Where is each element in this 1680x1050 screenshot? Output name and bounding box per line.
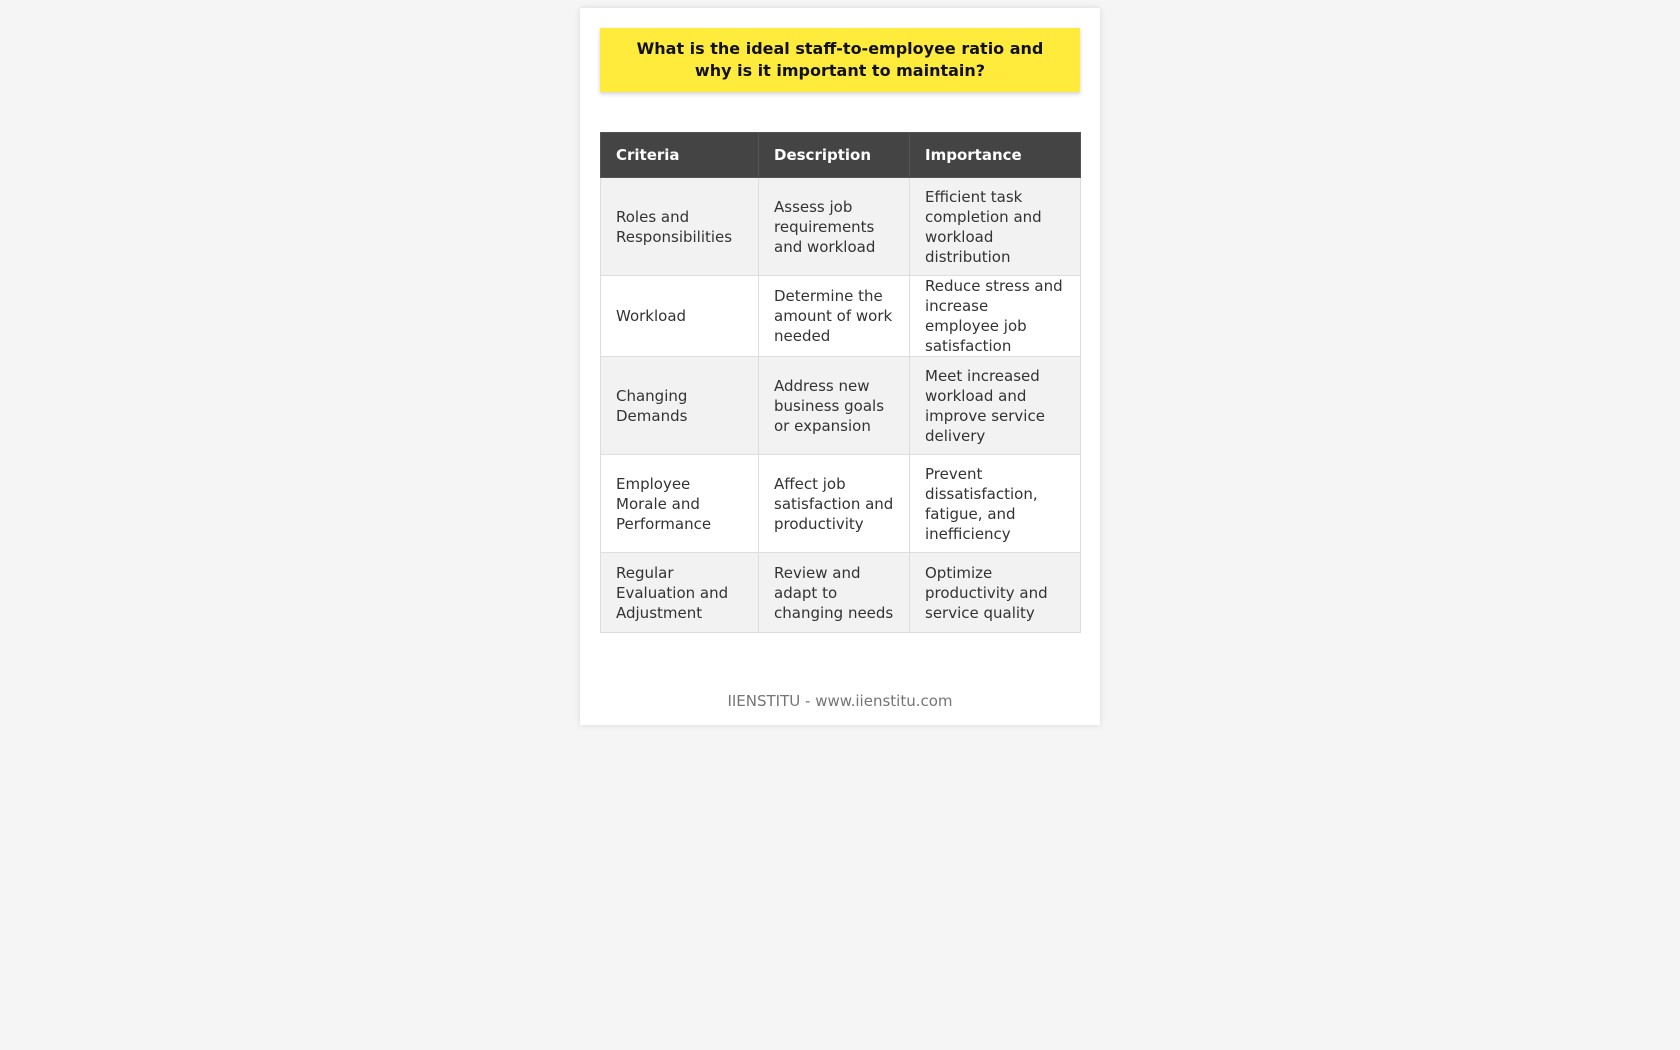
- description-cell: Affect job satisfaction and productivity: [759, 455, 910, 553]
- importance-cell: Reduce stress and increase employee job satisfaction: [910, 276, 1081, 357]
- criteria-table: [600, 132, 1081, 633]
- footer-credit: IIENSTITU - www.iienstitu.com: [727, 692, 953, 710]
- criteria-cell: Employee Morale and Performance: [601, 455, 759, 553]
- description-cell: Review and adapt to changing needs: [759, 553, 910, 633]
- title-banner: [600, 28, 1080, 92]
- criteria-cell: Roles and Responsibilities: [601, 178, 759, 276]
- criteria-cell: Workload: [601, 276, 759, 357]
- column-header-importance: Importance: [910, 133, 1081, 178]
- page-title: What is the ideal staff-to-employee ratio and why is it important to maintain?: [636, 39, 1044, 80]
- importance-cell: Meet increased workload and improve service delivery: [910, 357, 1081, 455]
- table-row: [601, 455, 1081, 553]
- table-row: [601, 553, 1081, 633]
- table-row: [601, 178, 1081, 276]
- table-row: [601, 276, 1081, 357]
- description-cell: Determine the amount of work needed: [759, 276, 910, 357]
- importance-cell: Prevent dissatisfaction, fatigue, and inefficiency: [910, 455, 1081, 553]
- column-header-description: Description: [759, 133, 910, 178]
- table-row: [601, 357, 1081, 455]
- criteria-cell: Regular Evaluation and Adjustment: [601, 553, 759, 633]
- table-header-row: [601, 133, 1081, 178]
- importance-cell: Efficient task completion and workload distribution: [910, 178, 1081, 276]
- description-cell: Address new business goals or expansion: [759, 357, 910, 455]
- content-card: [580, 8, 1100, 725]
- criteria-cell: Changing Demands: [601, 357, 759, 455]
- importance-cell: Optimize productivity and service quality: [910, 553, 1081, 633]
- description-cell: Assess job requirements and workload: [759, 178, 910, 276]
- column-header-criteria: Criteria: [601, 133, 759, 178]
